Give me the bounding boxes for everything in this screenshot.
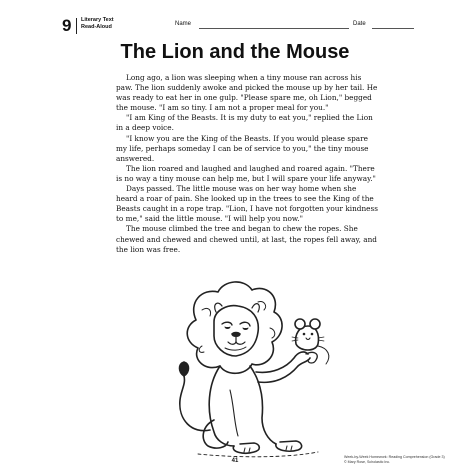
name-label: Name xyxy=(175,21,192,27)
date-label: Date xyxy=(353,21,366,27)
story-text xyxy=(116,73,378,255)
genre-tag xyxy=(81,17,114,30)
story-paragraph: "I am King of the Beasts. It is my duty to eat you," replied the Lion in a deep voice. xyxy=(116,113,373,133)
story-paragraph: The mouse climbed the tree and began to chew the ropes. She chewed and chewed and chewed until, at last, the ropes fell away, and the lion was free. xyxy=(116,224,377,254)
lion-nose xyxy=(232,333,240,337)
genre-tag-line1: Literary Text xyxy=(81,17,114,23)
story-paragraph: The lion roared and laughed and laughed and roared again. "There is no way a tiny mouse can help me, but I will spare your life anyway." xyxy=(116,163,376,183)
lion-body xyxy=(209,366,276,446)
credit-line: Week-by-Week Homework: Reading Comprehension (Grade 3) xyxy=(344,455,445,459)
copyright-credit xyxy=(344,455,445,464)
story-paragraph: "I know you are the King of the Beasts. If you would please spare my life, perhaps someday I can be of service to you," the tiny mouse answered. xyxy=(116,133,369,163)
credit-line: © Mary Rose, Scholastic Inc. xyxy=(344,459,391,464)
page-number: 41 xyxy=(231,458,239,464)
genre-tag-line2: Read-Aloud xyxy=(81,23,112,30)
story-title: The Lion and the Mouse xyxy=(120,41,350,63)
lion-tail xyxy=(180,376,210,431)
date-field[interactable] xyxy=(372,28,414,29)
lion-and-mouse-illustration xyxy=(168,280,340,458)
worksheet-header xyxy=(62,16,414,38)
story-paragraph: Long ago, a lion was sleeping when a tiny mouse ran across his paw. The lion suddenly awoke and picked the mouse up by her tail. He was ready to eat her in one gulp. "Please spare me, oh Lion," begged the mouse. "I am so tiny. I am not a proper meal for you." xyxy=(116,73,378,113)
name-field[interactable] xyxy=(199,28,349,29)
lion-raised-arm xyxy=(256,352,308,372)
lion-face xyxy=(214,306,258,356)
header-divider xyxy=(76,18,77,34)
story-paragraph: Days passed. The little mouse was on her way home when she heard a roar of pain. She looked up in the trees to see the King of the Beasts caught in a rope trap. "Lion, I have not forgotten your kindness to me," said the little mouse. "I will help you now." xyxy=(116,184,378,224)
lesson-number: 9 xyxy=(62,16,72,35)
mouse-tail xyxy=(318,346,329,364)
